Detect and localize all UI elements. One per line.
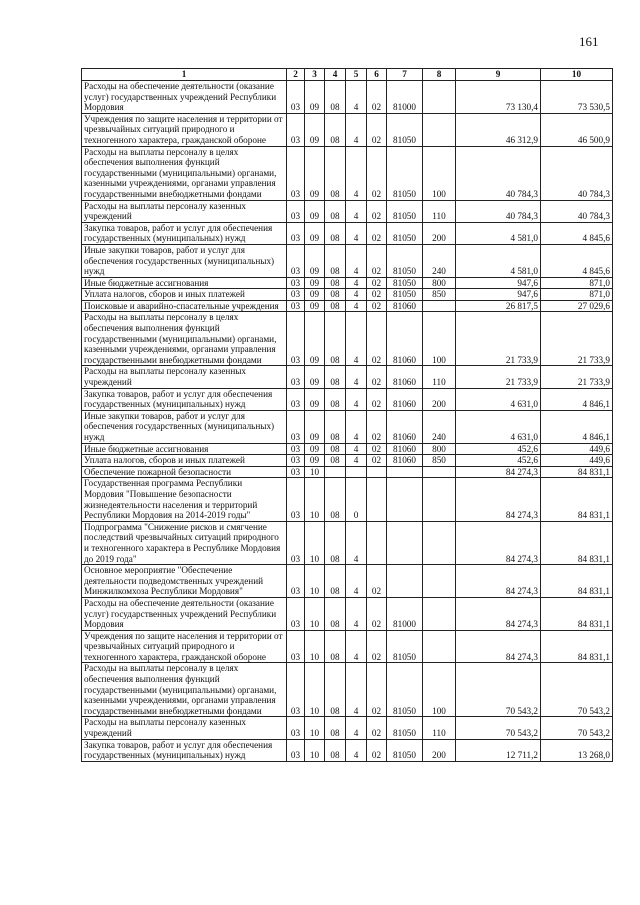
row-name-cell: Расходы на выплаты персоналу в целях обеспечения выполнения функций государственными (муниципальными) органами, казенными учреждениями, органами управления государственными внебюджетными фондами <box>82 146 287 200</box>
row-name-cell: Основное мероприятие "Обеспечение деятельности подведомственных учреждений Минжилкомхоза Республики Мордовия" <box>82 565 287 598</box>
expense-type-cell: 200 <box>423 222 456 244</box>
amount-year1-cell: 21 733,9 <box>456 366 541 388</box>
program-code-cell: 08 <box>325 630 346 663</box>
subprogram-code-cell: 4 <box>346 146 367 200</box>
row-name-cell: Иные бюджетные ассигнования <box>82 277 287 289</box>
program-code-cell: 08 <box>325 597 346 630</box>
amount-year2-cell: 871,0 <box>541 277 613 289</box>
row-name-cell: Государственная программа Республики Мордовия "Повышение безопасности жизнедеятельности населения и территорий Республики Мордовия на 2014-2019 годы" <box>82 478 287 521</box>
expense-type-cell <box>423 521 456 564</box>
table-row <box>82 312 613 366</box>
direction-code-cell: 81050 <box>387 146 423 200</box>
activity-code-cell: 02 <box>367 565 387 598</box>
amount-year2-cell: 84 831,1 <box>541 478 613 521</box>
row-name-cell: Расходы на выплаты персоналу в целях обеспечения выполнения функций государственными (муниципальными) органами, казенными учреждениями, органами управления государственными внебюджетными фондами <box>82 312 287 366</box>
column-header: 6 <box>367 69 387 81</box>
expense-type-cell: 200 <box>423 388 456 410</box>
expense-type-cell: 850 <box>423 289 456 301</box>
subprogram-code-cell: 4 <box>346 113 367 146</box>
row-name-cell: Поисковые и аварийно-спасательные учреждения <box>82 300 287 312</box>
expense-type-cell: 110 <box>423 200 456 222</box>
row-name-cell: Уплата налогов, сборов и иных платежей <box>82 455 287 467</box>
chapter-code-cell: 03 <box>287 200 305 222</box>
subprogram-code-cell: 4 <box>346 200 367 222</box>
chapter-code-cell: 03 <box>287 388 305 410</box>
subprogram-code-cell: 4 <box>346 663 367 717</box>
program-code-cell: 08 <box>325 521 346 564</box>
section-code-cell: 09 <box>305 222 325 244</box>
column-header: 9 <box>456 69 541 81</box>
activity-code-cell: 02 <box>367 200 387 222</box>
amount-year2-cell: 84 831,1 <box>541 466 613 478</box>
chapter-code-cell: 03 <box>287 312 305 366</box>
amount-year2-cell: 84 831,1 <box>541 521 613 564</box>
section-code-cell: 10 <box>305 663 325 717</box>
chapter-code-cell: 03 <box>287 366 305 388</box>
table-body <box>82 81 613 762</box>
subprogram-code-cell: 4 <box>346 300 367 312</box>
activity-code-cell: 02 <box>367 443 387 455</box>
row-name-cell: Расходы на обеспечение деятельности (оказание услуг) государственных учреждений Республики Мордовия <box>82 81 287 114</box>
section-code-cell: 10 <box>305 597 325 630</box>
amount-year1-cell: 46 312,9 <box>456 113 541 146</box>
expense-type-cell: 200 <box>423 739 456 761</box>
subprogram-code-cell: 4 <box>346 521 367 564</box>
chapter-code-cell: 03 <box>287 222 305 244</box>
table-row <box>82 289 613 301</box>
amount-year2-cell: 84 831,1 <box>541 597 613 630</box>
amount-year1-cell: 84 274,3 <box>456 630 541 663</box>
expense-type-cell <box>423 597 456 630</box>
table-row <box>82 597 613 630</box>
direction-code-cell: 81050 <box>387 289 423 301</box>
table-row <box>82 565 613 598</box>
table-row <box>82 81 613 114</box>
expense-type-cell <box>423 81 456 114</box>
direction-code-cell: 81050 <box>387 717 423 739</box>
expense-type-cell: 240 <box>423 410 456 443</box>
activity-code-cell: 02 <box>367 410 387 443</box>
table-row <box>82 366 613 388</box>
row-name-cell: Учреждения по защите населения и территории от чрезвычайных ситуаций природного и техногенного характера, гражданской обороне <box>82 113 287 146</box>
chapter-code-cell: 03 <box>287 466 305 478</box>
chapter-code-cell: 03 <box>287 630 305 663</box>
table-row <box>82 388 613 410</box>
subprogram-code-cell <box>346 466 367 478</box>
direction-code-cell: 81060 <box>387 443 423 455</box>
chapter-code-cell: 03 <box>287 565 305 598</box>
direction-code-cell: 81060 <box>387 410 423 443</box>
subprogram-code-cell: 4 <box>346 81 367 114</box>
program-code-cell: 08 <box>325 289 346 301</box>
amount-year2-cell: 46 500,9 <box>541 113 613 146</box>
row-name-cell: Иные закупки товаров, работ и услуг для обеспечения государственных (муниципальных) нужд <box>82 410 287 443</box>
section-code-cell: 09 <box>305 455 325 467</box>
activity-code-cell <box>367 478 387 521</box>
amount-year1-cell: 84 274,3 <box>456 597 541 630</box>
expense-type-cell <box>423 466 456 478</box>
row-name-cell: Расходы на выплаты персоналу в целях обеспечения выполнения функций государственными (муниципальными) органами, казенными учреждениями, органами управления государственными внебюджетными фондами <box>82 663 287 717</box>
activity-code-cell: 02 <box>367 300 387 312</box>
row-name-cell: Подпрограмма "Снижение рисков и смягчение последствий чрезвычайных ситуаций природного и техногенного характера в Республике Мордовия до 2019 года" <box>82 521 287 564</box>
column-header: 7 <box>387 69 423 81</box>
section-code-cell: 10 <box>305 630 325 663</box>
program-code-cell: 08 <box>325 663 346 717</box>
activity-code-cell: 02 <box>367 597 387 630</box>
expense-type-cell <box>423 478 456 521</box>
expense-type-cell: 800 <box>423 443 456 455</box>
program-code-cell: 08 <box>325 366 346 388</box>
expense-type-cell <box>423 630 456 663</box>
program-code-cell: 08 <box>325 244 346 277</box>
section-code-cell: 10 <box>305 466 325 478</box>
direction-code-cell: 81060 <box>387 388 423 410</box>
column-header: 4 <box>325 69 346 81</box>
table-row <box>82 200 613 222</box>
activity-code-cell: 02 <box>367 289 387 301</box>
program-code-cell: 08 <box>325 410 346 443</box>
direction-code-cell: 81060 <box>387 300 423 312</box>
expense-type-cell: 100 <box>423 663 456 717</box>
subprogram-code-cell: 4 <box>346 630 367 663</box>
column-header: 8 <box>423 69 456 81</box>
chapter-code-cell: 03 <box>287 739 305 761</box>
column-header: 10 <box>541 69 613 81</box>
program-code-cell: 08 <box>325 277 346 289</box>
chapter-code-cell: 03 <box>287 478 305 521</box>
amount-year1-cell: 84 274,3 <box>456 478 541 521</box>
program-code-cell: 08 <box>325 455 346 467</box>
activity-code-cell: 02 <box>367 388 387 410</box>
amount-year1-cell: 947,6 <box>456 289 541 301</box>
amount-year1-cell: 452,6 <box>456 443 541 455</box>
subprogram-code-cell: 4 <box>346 443 367 455</box>
chapter-code-cell: 03 <box>287 717 305 739</box>
section-code-cell: 10 <box>305 565 325 598</box>
direction-code-cell: 81050 <box>387 244 423 277</box>
expense-type-cell: 240 <box>423 244 456 277</box>
expense-type-cell <box>423 565 456 598</box>
activity-code-cell: 02 <box>367 739 387 761</box>
section-code-cell: 09 <box>305 312 325 366</box>
amount-year1-cell: 4 581,0 <box>456 222 541 244</box>
amount-year1-cell: 84 274,3 <box>456 466 541 478</box>
amount-year1-cell: 21 733,9 <box>456 312 541 366</box>
chapter-code-cell: 03 <box>287 289 305 301</box>
activity-code-cell: 02 <box>367 312 387 366</box>
expense-type-cell: 100 <box>423 146 456 200</box>
activity-code-cell: 02 <box>367 113 387 146</box>
row-name-cell: Закупка товаров, работ и услуг для обеспечения государственных (муниципальных) нужд <box>82 222 287 244</box>
amount-year2-cell: 871,0 <box>541 289 613 301</box>
chapter-code-cell: 03 <box>287 455 305 467</box>
amount-year1-cell: 40 784,3 <box>456 146 541 200</box>
table-header-row <box>82 69 613 81</box>
direction-code-cell: 81050 <box>387 222 423 244</box>
expense-type-cell: 110 <box>423 717 456 739</box>
direction-code-cell <box>387 565 423 598</box>
table-row <box>82 630 613 663</box>
amount-year2-cell: 40 784,3 <box>541 200 613 222</box>
table-row <box>82 521 613 564</box>
chapter-code-cell: 03 <box>287 146 305 200</box>
expense-type-cell <box>423 113 456 146</box>
amount-year1-cell: 947,6 <box>456 277 541 289</box>
expense-type-cell: 100 <box>423 312 456 366</box>
direction-code-cell: 81050 <box>387 630 423 663</box>
amount-year2-cell: 27 029,6 <box>541 300 613 312</box>
section-code-cell: 10 <box>305 521 325 564</box>
budget-table <box>81 68 613 762</box>
row-name-cell: Расходы на выплаты персоналу казенных учреждений <box>82 366 287 388</box>
row-name-cell: Иные закупки товаров, работ и услуг для обеспечения государственных (муниципальных) нужд <box>82 244 287 277</box>
subprogram-code-cell: 4 <box>346 455 367 467</box>
amount-year2-cell: 449,6 <box>541 455 613 467</box>
table-row <box>82 478 613 521</box>
activity-code-cell: 02 <box>367 222 387 244</box>
subprogram-code-cell: 4 <box>346 312 367 366</box>
row-name-cell: Уплата налогов, сборов и иных платежей <box>82 289 287 301</box>
program-code-cell: 08 <box>325 200 346 222</box>
activity-code-cell: 02 <box>367 630 387 663</box>
amount-year1-cell: 4 631,0 <box>456 388 541 410</box>
chapter-code-cell: 03 <box>287 597 305 630</box>
amount-year2-cell: 84 831,1 <box>541 630 613 663</box>
subprogram-code-cell: 4 <box>346 277 367 289</box>
amount-year1-cell: 84 274,3 <box>456 521 541 564</box>
direction-code-cell: 81060 <box>387 312 423 366</box>
chapter-code-cell: 03 <box>287 244 305 277</box>
direction-code-cell: 81000 <box>387 597 423 630</box>
page-number: 161 <box>579 34 599 49</box>
program-code-cell: 08 <box>325 443 346 455</box>
chapter-code-cell: 03 <box>287 113 305 146</box>
direction-code-cell: 81050 <box>387 739 423 761</box>
program-code-cell: 08 <box>325 81 346 114</box>
amount-year2-cell: 4 846,1 <box>541 410 613 443</box>
column-header: 1 <box>82 69 287 81</box>
direction-code-cell: 81050 <box>387 200 423 222</box>
column-header: 3 <box>305 69 325 81</box>
direction-code-cell: 81060 <box>387 455 423 467</box>
section-code-cell: 10 <box>305 717 325 739</box>
section-code-cell: 10 <box>305 478 325 521</box>
activity-code-cell: 02 <box>367 277 387 289</box>
activity-code-cell: 02 <box>367 81 387 114</box>
amount-year2-cell: 21 733,9 <box>541 312 613 366</box>
table-row <box>82 739 613 761</box>
amount-year1-cell: 73 130,4 <box>456 81 541 114</box>
column-header: 2 <box>287 69 305 81</box>
section-code-cell: 09 <box>305 200 325 222</box>
direction-code-cell <box>387 521 423 564</box>
amount-year1-cell: 70 543,2 <box>456 717 541 739</box>
amount-year2-cell: 84 831,1 <box>541 565 613 598</box>
chapter-code-cell: 03 <box>287 663 305 717</box>
amount-year1-cell: 40 784,3 <box>456 200 541 222</box>
subprogram-code-cell: 4 <box>346 565 367 598</box>
section-code-cell: 09 <box>305 244 325 277</box>
expense-type-cell: 110 <box>423 366 456 388</box>
subprogram-code-cell: 4 <box>346 597 367 630</box>
direction-code-cell: 81050 <box>387 113 423 146</box>
table-row <box>82 466 613 478</box>
subprogram-code-cell: 4 <box>346 244 367 277</box>
section-code-cell: 09 <box>305 113 325 146</box>
amount-year2-cell: 70 543,2 <box>541 717 613 739</box>
amount-year2-cell: 4 845,6 <box>541 222 613 244</box>
activity-code-cell: 02 <box>367 366 387 388</box>
table-row <box>82 455 613 467</box>
program-code-cell: 08 <box>325 312 346 366</box>
section-code-cell: 09 <box>305 81 325 114</box>
direction-code-cell: 81050 <box>387 277 423 289</box>
amount-year2-cell: 13 268,0 <box>541 739 613 761</box>
table-row <box>82 244 613 277</box>
program-code-cell: 08 <box>325 146 346 200</box>
column-header: 5 <box>346 69 367 81</box>
subprogram-code-cell: 4 <box>346 739 367 761</box>
amount-year2-cell: 70 543,2 <box>541 663 613 717</box>
expense-type-cell: 800 <box>423 277 456 289</box>
amount-year2-cell: 40 784,3 <box>541 146 613 200</box>
row-name-cell: Обеспечение пожарной безопасности <box>82 466 287 478</box>
program-code-cell: 08 <box>325 113 346 146</box>
chapter-code-cell: 03 <box>287 410 305 443</box>
table-row <box>82 146 613 200</box>
program-code-cell: 08 <box>325 717 346 739</box>
amount-year1-cell: 26 817,5 <box>456 300 541 312</box>
row-name-cell: Иные бюджетные ассигнования <box>82 443 287 455</box>
row-name-cell: Расходы на выплаты персоналу казенных учреждений <box>82 200 287 222</box>
chapter-code-cell: 03 <box>287 443 305 455</box>
subprogram-code-cell: 4 <box>346 388 367 410</box>
section-code-cell: 09 <box>305 443 325 455</box>
table-row <box>82 300 613 312</box>
subprogram-code-cell: 0 <box>346 478 367 521</box>
program-code-cell <box>325 466 346 478</box>
section-code-cell: 09 <box>305 388 325 410</box>
subprogram-code-cell: 4 <box>346 410 367 443</box>
amount-year2-cell: 449,6 <box>541 443 613 455</box>
program-code-cell: 08 <box>325 739 346 761</box>
direction-code-cell: 81050 <box>387 663 423 717</box>
chapter-code-cell: 03 <box>287 300 305 312</box>
amount-year1-cell: 12 711,2 <box>456 739 541 761</box>
program-code-cell: 08 <box>325 565 346 598</box>
subprogram-code-cell: 4 <box>346 222 367 244</box>
table-row <box>82 277 613 289</box>
chapter-code-cell: 03 <box>287 521 305 564</box>
amount-year2-cell: 4 845,6 <box>541 244 613 277</box>
direction-code-cell <box>387 466 423 478</box>
amount-year1-cell: 84 274,3 <box>456 565 541 598</box>
section-code-cell: 09 <box>305 410 325 443</box>
row-name-cell: Расходы на выплаты персоналу казенных учреждений <box>82 717 287 739</box>
amount-year2-cell: 73 530,5 <box>541 81 613 114</box>
program-code-cell: 08 <box>325 300 346 312</box>
activity-code-cell <box>367 466 387 478</box>
activity-code-cell: 02 <box>367 455 387 467</box>
activity-code-cell <box>367 521 387 564</box>
table-row <box>82 717 613 739</box>
expense-type-cell: 850 <box>423 455 456 467</box>
program-code-cell: 08 <box>325 388 346 410</box>
section-code-cell: 09 <box>305 300 325 312</box>
program-code-cell: 08 <box>325 222 346 244</box>
amount-year1-cell: 70 543,2 <box>456 663 541 717</box>
section-code-cell: 09 <box>305 277 325 289</box>
amount-year1-cell: 4 581,0 <box>456 244 541 277</box>
table-row <box>82 222 613 244</box>
expense-type-cell <box>423 300 456 312</box>
direction-code-cell <box>387 478 423 521</box>
chapter-code-cell: 03 <box>287 81 305 114</box>
section-code-cell: 09 <box>305 289 325 301</box>
amount-year1-cell: 452,6 <box>456 455 541 467</box>
activity-code-cell: 02 <box>367 244 387 277</box>
amount-year1-cell: 4 631,0 <box>456 410 541 443</box>
chapter-code-cell: 03 <box>287 277 305 289</box>
section-code-cell: 10 <box>305 739 325 761</box>
row-name-cell: Закупка товаров, работ и услуг для обеспечения государственных (муниципальных) нужд <box>82 388 287 410</box>
amount-year2-cell: 21 733,9 <box>541 366 613 388</box>
program-code-cell: 08 <box>325 478 346 521</box>
table-row <box>82 410 613 443</box>
row-name-cell: Закупка товаров, работ и услуг для обеспечения государственных (муниципальных) нужд <box>82 739 287 761</box>
subprogram-code-cell: 4 <box>346 717 367 739</box>
section-code-cell: 09 <box>305 146 325 200</box>
activity-code-cell: 02 <box>367 717 387 739</box>
row-name-cell: Расходы на обеспечение деятельности (оказание услуг) государственных учреждений Республики Мордовия <box>82 597 287 630</box>
section-code-cell: 09 <box>305 366 325 388</box>
table-row <box>82 663 613 717</box>
direction-code-cell: 81060 <box>387 366 423 388</box>
activity-code-cell: 02 <box>367 663 387 717</box>
subprogram-code-cell: 4 <box>346 366 367 388</box>
table-row <box>82 443 613 455</box>
subprogram-code-cell: 4 <box>346 289 367 301</box>
amount-year2-cell: 4 846,1 <box>541 388 613 410</box>
table-row <box>82 113 613 146</box>
row-name-cell: Учреждения по защите населения и территории от чрезвычайных ситуаций природного и техногенного характера, гражданской обороне <box>82 630 287 663</box>
activity-code-cell: 02 <box>367 146 387 200</box>
direction-code-cell: 81000 <box>387 81 423 114</box>
